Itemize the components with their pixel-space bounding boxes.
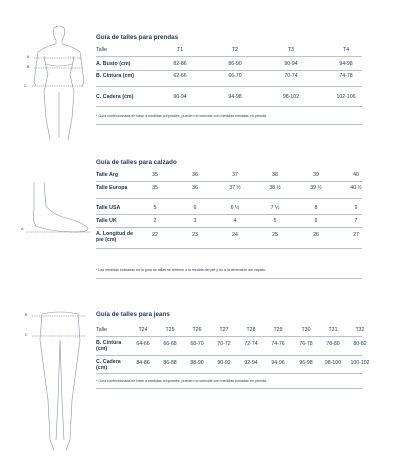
table-cell: 90-94 xyxy=(284,61,298,67)
divider xyxy=(96,181,362,182)
table-cell: 92-94 xyxy=(244,360,258,366)
table-cell: 62-66 xyxy=(173,73,187,79)
divider xyxy=(96,388,362,389)
divider xyxy=(96,198,362,199)
divider xyxy=(96,86,362,87)
jeans-size: T27 xyxy=(219,327,229,333)
jeans-header-label: Talle xyxy=(96,327,107,333)
table-cell: 37 xyxy=(232,172,238,178)
table-cell: 82-86 xyxy=(173,61,187,67)
table-cell: 98-102 xyxy=(282,94,300,100)
table-cell: 24 xyxy=(232,232,238,238)
table-cell: 74-78 xyxy=(339,73,353,79)
table-cell: 22 xyxy=(152,232,158,238)
table-cell: 102-106 xyxy=(336,94,356,100)
table-cell: 72-74 xyxy=(244,341,258,347)
jeans-size: T32 xyxy=(355,327,365,333)
table-cell: 35 xyxy=(152,172,158,178)
calzado-row-label: Talle USA xyxy=(96,205,121,211)
prendas-size-t1: T1 xyxy=(176,47,184,53)
table-cell: 66-70 xyxy=(228,73,242,79)
jeans-size: T31 xyxy=(328,327,338,333)
table-cell: 94-98 xyxy=(339,61,353,67)
table-cell: 70-74 xyxy=(284,73,298,79)
divider xyxy=(96,278,362,279)
calzado-note: * Las medidas indicadas en la guía de tallas se refieren a la medida del pie y no a la dimensión del zapato. xyxy=(96,268,266,272)
table-cell: 7 ½ xyxy=(270,205,280,211)
divider xyxy=(96,336,362,337)
table-cell: 7 xyxy=(354,218,358,224)
table-cell: 38 xyxy=(272,172,278,178)
table-cell: 90-94 xyxy=(173,94,187,100)
prendas-size-t2: T2 xyxy=(231,47,239,53)
table-cell: 64-66 xyxy=(136,341,150,347)
body-figure-illustration xyxy=(24,22,94,142)
jeans-row-label: C. Cadera (cm) xyxy=(96,359,121,372)
table-cell: 78-80 xyxy=(326,341,340,347)
foot-figure-illustration xyxy=(22,180,94,240)
table-cell: 35 xyxy=(152,185,158,191)
table-cell: 94-96 xyxy=(271,360,285,366)
jeans-size: T28 xyxy=(246,327,256,333)
jeans-size: T24 xyxy=(138,327,148,333)
prendas-size-t3: T3 xyxy=(287,47,295,53)
table-cell: 100-102 xyxy=(350,360,370,366)
prendas-row-label: A. Busto (cm) xyxy=(96,61,131,67)
prendas-header-label: Talle xyxy=(96,47,107,53)
table-cell: 86-88 xyxy=(163,360,177,366)
divider xyxy=(96,124,362,125)
table-cell: 98-100 xyxy=(324,360,342,366)
table-cell: 26 xyxy=(313,232,319,238)
table-cell: 6 xyxy=(193,205,197,211)
table-cell: 2 xyxy=(153,218,157,224)
table-cell: 68-70 xyxy=(190,341,204,347)
table-cell: 6 ½ xyxy=(230,205,240,211)
divider xyxy=(96,355,362,356)
prendas-row-label: B. Cintura (cm) xyxy=(96,73,134,79)
table-cell: 27 xyxy=(353,232,359,238)
table-cell: 40 xyxy=(353,172,359,178)
table-cell: 84-86 xyxy=(136,360,150,366)
divider xyxy=(96,214,362,215)
table-cell: 37 ½ xyxy=(229,185,241,191)
jeans-title: Guía de talles para jeans xyxy=(96,311,170,318)
table-cell: 66-68 xyxy=(163,341,177,347)
table-cell: 5 xyxy=(153,205,157,211)
table-cell: 9 xyxy=(354,205,358,211)
divider xyxy=(96,248,362,249)
table-cell: 36 xyxy=(192,185,198,191)
table-cell: 96-98 xyxy=(299,360,313,366)
figure-letter-c: C xyxy=(24,84,27,88)
table-cell: 39 ½ xyxy=(310,185,322,191)
table-cell: 40 ½ xyxy=(350,185,362,191)
table-cell: 70-72 xyxy=(217,341,231,347)
figure-letter-a: A xyxy=(27,55,30,59)
table-cell: 38 ½ xyxy=(269,185,281,191)
divider xyxy=(96,227,362,228)
calzado-row-label: A. Longitud de pie (cm) xyxy=(96,231,134,244)
table-cell: 94-98 xyxy=(228,94,242,100)
calzado-title: Guía de talles para calzado xyxy=(96,159,177,166)
table-cell: 4 xyxy=(233,218,237,224)
jeans-size: T29 xyxy=(273,327,283,333)
table-cell: 23 xyxy=(192,232,198,238)
table-cell: 25 xyxy=(272,232,278,238)
table-cell: 86-90 xyxy=(228,61,242,67)
divider xyxy=(96,106,362,107)
calzado-row-label: Talle Arg xyxy=(96,172,119,178)
divider xyxy=(96,56,362,57)
table-cell: 88-90 xyxy=(190,360,204,366)
table-cell: 36 xyxy=(192,172,198,178)
table-cell: 39 xyxy=(313,172,319,178)
jeans-size: T26 xyxy=(192,327,202,333)
prendas-note: * Guía confeccionada en base a medidas corporales, pueden no coincidir con medidas tomadas en prenda. xyxy=(96,114,268,118)
jeans-size: T25 xyxy=(165,327,175,333)
calzado-row-label: Talle Europa xyxy=(96,185,128,191)
figure-letter-c: C xyxy=(25,333,28,337)
legs-figure-illustration xyxy=(30,310,90,456)
figure-letter-b: B xyxy=(25,313,28,317)
table-cell: 6 xyxy=(314,218,318,224)
divider xyxy=(96,70,362,71)
jeans-row-label: B. Cintura (cm) xyxy=(96,340,122,353)
figure-letter-b: B xyxy=(27,65,30,69)
table-cell: 90-92 xyxy=(217,360,231,366)
figure-letter-a: A xyxy=(21,227,24,231)
calzado-row-label: Talle UK xyxy=(96,218,117,224)
table-cell: 80-82 xyxy=(353,341,367,347)
table-cell: 74-76 xyxy=(271,341,285,347)
prendas-title: Guía de talles para prendas xyxy=(96,34,179,41)
jeans-note: * Guía confeccionada en base a medidas corporales, pueden no coincidir con medidas tomadas en prenda. xyxy=(96,379,268,383)
divider xyxy=(96,373,362,374)
table-cell: 5 xyxy=(273,218,277,224)
prendas-row-label: C. Cadera (cm) xyxy=(96,94,134,100)
table-cell: 3 xyxy=(193,218,197,224)
table-cell: 8 xyxy=(314,205,318,211)
prendas-size-t4: T4 xyxy=(342,47,350,53)
table-cell: 76-78 xyxy=(299,341,313,347)
jeans-size: T30 xyxy=(301,327,311,333)
